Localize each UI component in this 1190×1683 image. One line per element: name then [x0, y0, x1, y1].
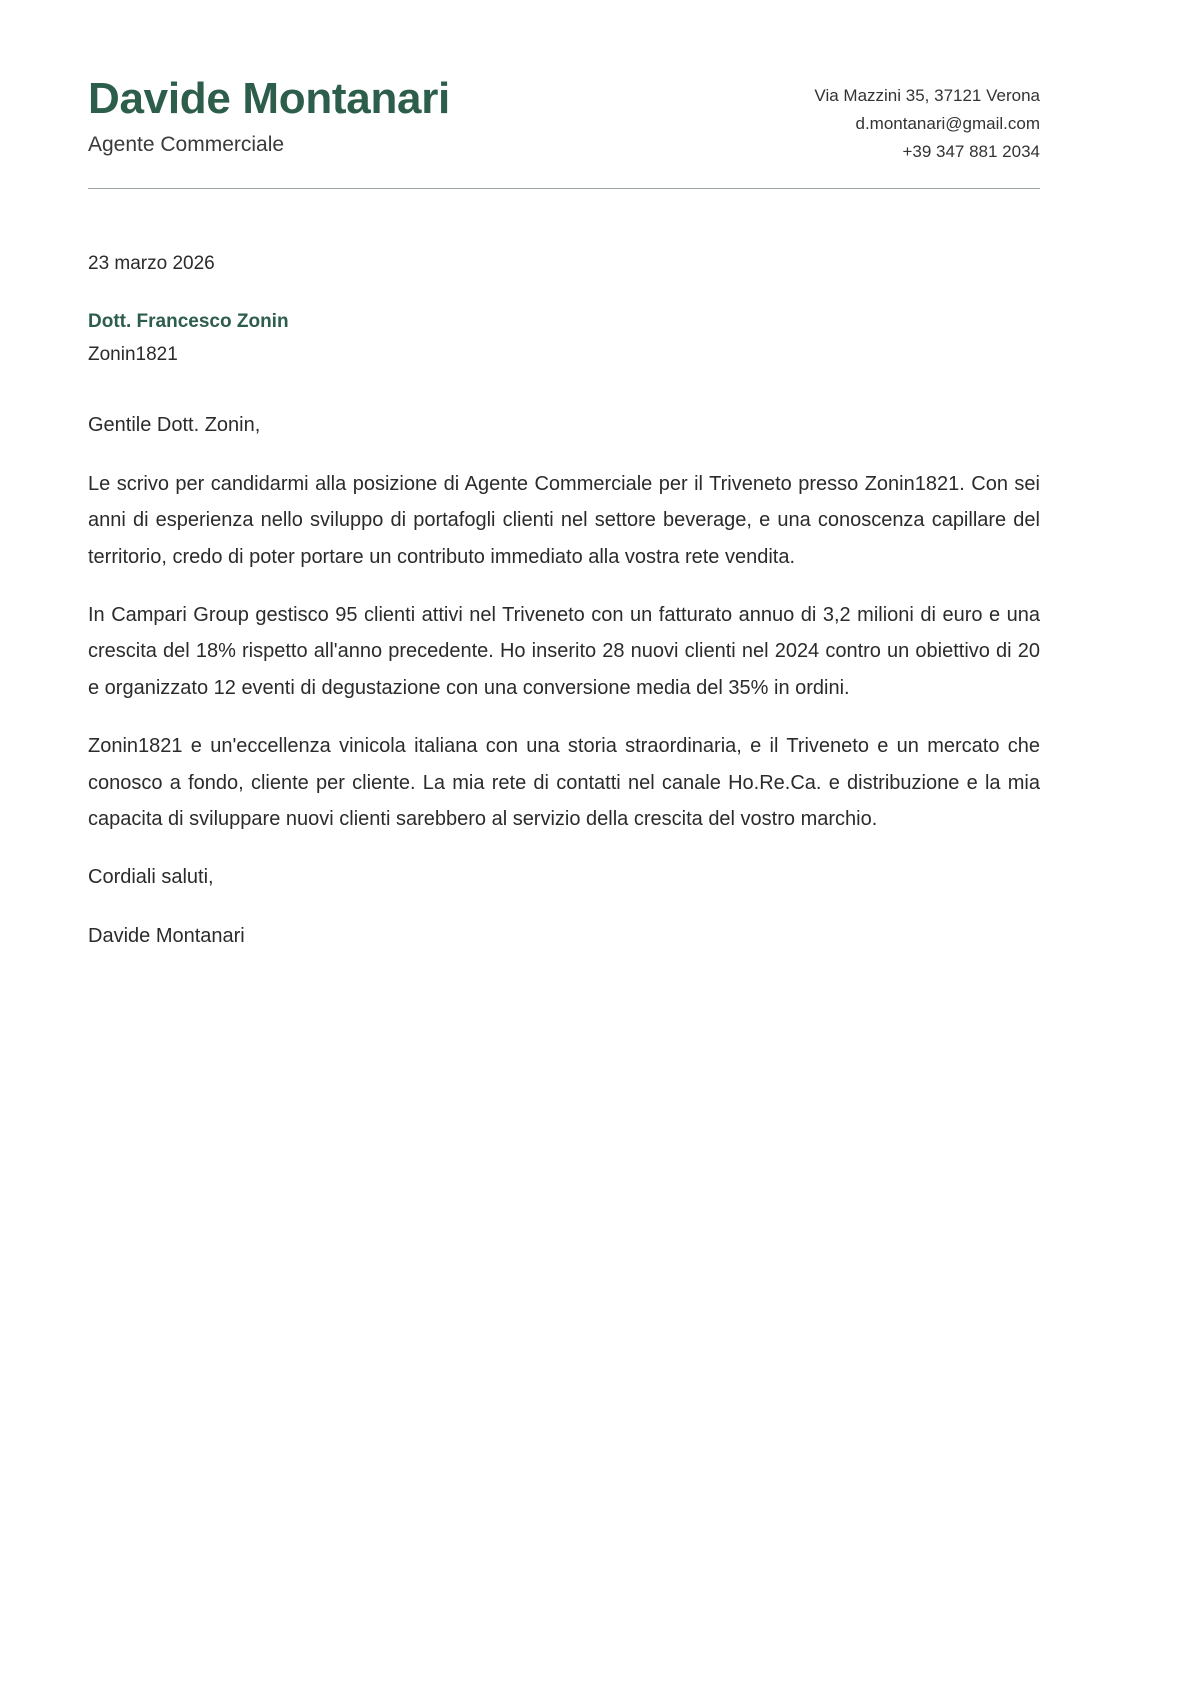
header-divider: [88, 188, 1040, 189]
header-contact-block: [814, 72, 1040, 166]
contact-address: Via Mazzini 35, 37121 Verona: [814, 86, 1040, 105]
letter-salutation: Gentile Dott. Zonin,: [88, 413, 261, 436]
letter-paragraph-1: Le scrivo per candidarmi alla posizione di Agente Commerciale per il Triveneto presso Zonin1821. Con sei anni di esperienza nello sviluppo di portafogli clienti nel settore beverage, e una conoscenza capillare del territorio, credo di poter portare un contributo immediato alla vostra rete vendita.: [88, 472, 1040, 568]
sender-name: Davide Montanari: [88, 74, 450, 123]
recipient-name: Dott. Francesco Zonin: [88, 310, 289, 332]
sender-job-title: Agente Commerciale: [88, 133, 285, 157]
letter-header: [88, 72, 1040, 188]
contact-phone: +39 347 881 2034: [902, 142, 1040, 162]
letter-body: [88, 411, 1040, 952]
letter-paragraph-3: Zonin1821 e un'eccellenza vinicola italiana con una storia straordinaria, e il Triveneto e un mercato che conosco a fondo, cliente per cliente. La mia rete di contatti nel canale Ho.Re.Ca. e distribuzione e la mia capacita di sviluppare nuovi clienti sarebbero al servizio della crescita del vostro marchio.: [88, 735, 1040, 830]
letter-date: 23 marzo 2026: [88, 253, 215, 275]
recipient-company: Zonin1821: [88, 344, 178, 366]
letter-closing: Cordiali saluti,: [88, 866, 214, 889]
contact-email[interactable]: d.montanari@gmail.com: [855, 114, 1040, 134]
letter-meta-block: [88, 251, 1040, 369]
letter-paragraph-2: In Campari Group gestisco 95 clienti attivi nel Triveneto con un fatturato annuo di 3,2 milioni di euro e una crescita del 18% rispetto all'anno precedente. Ho inserito 28 nuovi clienti nel 2024 contro un obiettivo di 20 e organizzato 12 eventi di degustazione con una conversione media del 35% in ordini.: [88, 604, 1040, 699]
letter-signature: Davide Montanari: [88, 925, 245, 948]
header-identity-block: [88, 72, 450, 157]
